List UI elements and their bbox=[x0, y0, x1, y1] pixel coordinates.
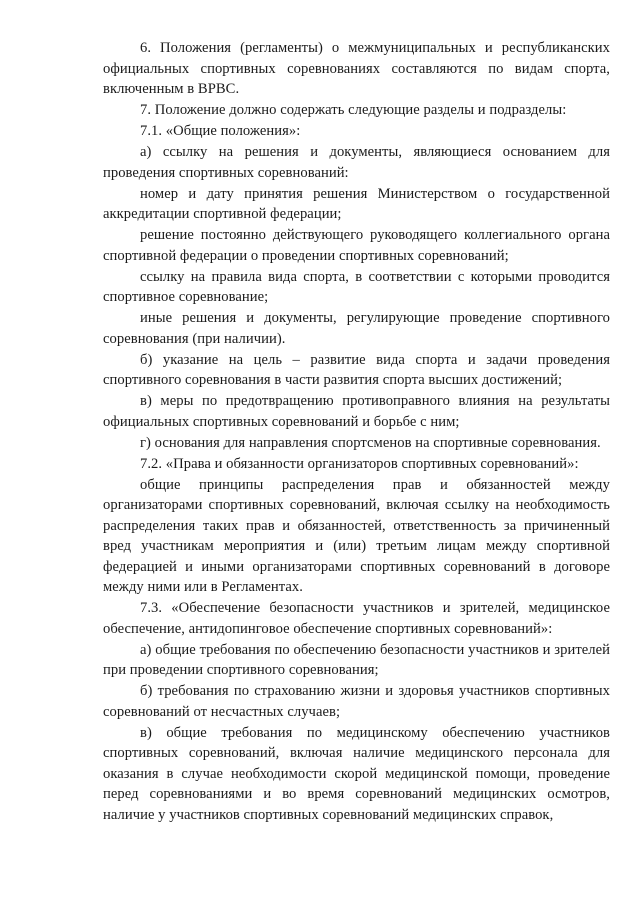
section-7-3-heading: 7.3. «Обеспечение безопасности участников и зрителей, медицинское обеспечение, антидопинговое обеспечение спортивных соревнований»: bbox=[103, 600, 610, 637]
paragraph-6: 6. Положения (регламенты) о межмуниципальных и республиканских официальных спортивных соревнованиях составляются по видам спорта, включенным в ВРВС. bbox=[103, 40, 610, 97]
paragraph-accreditation: номер и дату принятия решения Министерством о государственной аккредитации спортивной федерации; bbox=[103, 185, 610, 222]
paragraph-rules-reference: ссылку на правила вида спорта, в соответствии с которыми проводится спортивное соревнование; bbox=[103, 268, 610, 305]
paragraph-7-1-v: в) меры по предотвращению противоправного влияния на результаты официальных спортивных соревнований и борьбе с ним; bbox=[103, 393, 610, 430]
paragraph-7-2-principles: общие принципы распределения прав и обязанностей между организаторами спортивных соревнований, включая ссылку на необходимость распределения таких прав и обязанностей, ответственность за причиненный вред участникам мероприятия и (или) третьим лицам между спортивной федерацией и иными организаторами спортивных соревнований в договоре между ними или в Регламентах. bbox=[103, 476, 610, 595]
paragraph-7-3-v: в) общие требования по медицинскому обеспечению участников спортивных соревнований, включая наличие медицинского персонала для оказания в случае необходимости скорой медицинской помощи, проведение перед соревнованиями и во время соревнований медицинских осмотров, наличие у участников спортивных соревнований медицинских справок, bbox=[103, 724, 610, 823]
section-7-1-heading: 7.1. «Общие положения»: bbox=[140, 123, 301, 139]
paragraph-7-1-b: б) указание на цель – развитие вида спорта и задачи проведения спортивного соревнования в части развития спорта высших достижений; bbox=[103, 351, 610, 388]
paragraph-other-decisions: иные решения и документы, регулирующие проведение спортивного соревнования (при наличии). bbox=[103, 310, 610, 347]
paragraph-decision: решение постоянно действующего руководящего коллегиального органа спортивной федерации о проведении спортивных соревнований; bbox=[103, 227, 610, 264]
paragraph-7-1-a: а) ссылку на решения и документы, являющиеся основанием для проведения спортивных соревнований: bbox=[103, 144, 610, 181]
paragraph-7-3-b: б) требования по страхованию жизни и здоровья участников спортивных соревнований от несчастных случаев; bbox=[103, 683, 610, 720]
paragraph-7-3-a: а) общие требования по обеспечению безопасности участников и зрителей при проведении спортивного соревнования; bbox=[103, 641, 610, 678]
section-7-2-heading: 7.2. «Права и обязанности организаторов спортивных соревнований»: bbox=[140, 455, 579, 472]
paragraph-7-1-g: г) основания для направления спортсменов на спортивные соревнования. bbox=[140, 434, 601, 451]
paragraph-7: 7. Положение должно содержать следующие разделы и подразделы: bbox=[140, 102, 567, 118]
